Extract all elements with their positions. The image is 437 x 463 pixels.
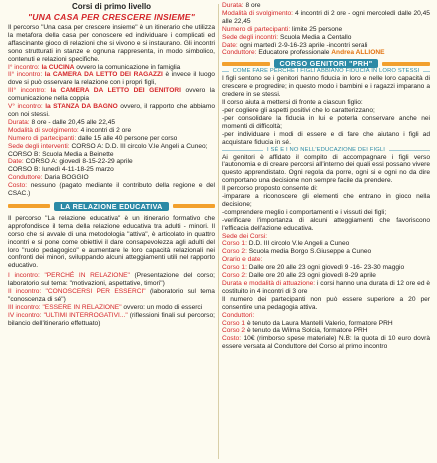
- info-row: CORSO B: lunedì 4-11-18-25 marzo: [8, 166, 114, 174]
- info-row: CORSO B: Scuola Media a Beinette: [8, 150, 114, 158]
- info-row: Sede degli incontri: Scuola Media a Centallo: [222, 33, 352, 41]
- site-row: Corso 2: Scuola media Borgo S.Giuseppe a Cuneo: [222, 248, 372, 256]
- info-row: Modalità di svolgimento: 4 incontri di 2 ore - ogni mercoledì dalle 20,45 alle 22,45: [222, 9, 430, 25]
- course2-title: LA RELAZIONE EDUCATIVA: [54, 202, 168, 211]
- course3-intro2: Ai genitori è affidato il compito di accompagnare i figli verso l'autonomia e di creare percorsi all'interno dei quali essi possano vivere questo apprendistato. Ogni regola da porre, ogni si e ogni no da dire comportano una decisione non sempre facile da prendere.: [222, 153, 430, 185]
- list-item: -comprendere meglio i comportamenti e i vissuti dei figli;: [222, 208, 387, 216]
- course1-intro: Il percorso "Una casa per crescere insieme" è un itinerario che utilizza la metafora della casa per conoscere ed individuare i complicati ed affascinante gioco di relazioni che si vivono e si instaurano. Gli incontri sono strutturati in stanze e ognuna rappresenta, in modo simbolico, contenuti e relazioni specifiche.: [8, 24, 215, 63]
- course2-intro: Il percorso "La relazione educativa" è un itinerario formativo che approfondisce il tema della relazione educativa tra adulti - minori. Il corso che si avvale di una metodologia "attiva", è articolato in quattro incontri e si pone come obiettivi il dare consapevolezza agli adulti del loro "ruolo pedagogico" e aumentare le loro capacità relazionali nei confronti dei minori, sviluppando alcuni atteggiamenti utili nel rapporto educativo.: [8, 214, 215, 270]
- course3-goals: [222, 193, 430, 233]
- meeting-item: II° incontro: la CAMERA DA LETTO DEI RAGAZZI è invece il luogo dove si può osservare la relazione con i propri figli,: [8, 71, 215, 87]
- info-row: Conduttore: Educatore professionale Andrea ALLIONE: [222, 49, 385, 57]
- left-column: [8, 2, 215, 463]
- date-row: Corso 2: Dalle ore 20 alle 23 ogni giovedì 8-29 aprile: [222, 272, 376, 280]
- info-row: Sede degli interventi: CORSO A: D.D. III circolo V.le Angeli a Cuneo;: [8, 142, 208, 150]
- course3-goals-intro: Il percorso proposto consente di:: [222, 185, 318, 193]
- conductor-row: Corso 2 è tenuto da Wilma Solcia, formatore PRH: [222, 327, 368, 335]
- course3-intro: I figli sentono se i genitori hanno fiducia in loro e nelle loro capacità di crescere e progredire; in questo modo i bambini e i ragazzi imparano a credere in se stessi.: [222, 75, 430, 99]
- info-row: Durata: 8 ore - dalle 20,45 alle 22,45: [8, 118, 116, 126]
- course3-aims: [222, 107, 430, 147]
- course1-title: "UNA CASA PER CRESCERE INSIEME": [28, 12, 195, 22]
- meeting-item: III° incontro: la CAMERA DA LETTO DEI GENITORI ovvero la comunicazione nella coppia: [8, 87, 215, 103]
- info-row: Modalità di svolgimento: 4 incontri di 2 ore: [8, 126, 132, 134]
- info-row: Date: CORSO A: giovedì 8-15-22-29 aprile: [8, 158, 133, 166]
- column-divider: [218, 4, 219, 459]
- mode-row: Durata e modalità di attuazione: i corsi hanno una durata di 12 ore ed è costituito in 4 incontri di 3 ore: [222, 280, 430, 295]
- course1-info: [8, 119, 215, 198]
- meeting-item: III incontro: "ESSERE IN RELAZIONE" ovvero: un modo di esserci: [8, 303, 203, 311]
- course2-title-bar: [8, 202, 215, 211]
- info-row: Numero di partecipanti: dalle 15 alle 40 persone per corso: [8, 134, 178, 142]
- list-item: -verificare l'importanza di alcuni atteggiamenti che favoriscono l'efficacia dell'azione educativa.: [222, 216, 430, 232]
- list-item: -imparare a riconoscere gli elementi che entrano in gioco nella decisione;: [222, 193, 430, 208]
- list-item: -per consolidare la fiducia in lui e poterla conservare anche nei momenti di difficoltà;: [222, 114, 430, 130]
- course3-title-bar: [222, 59, 430, 68]
- meeting-item: II incontro: "CONOSCERSI PER ESSERCI" (laboratorio sul tema "conoscenza di sé"): [8, 288, 215, 303]
- date-row: Corso 1: Dalle ore 20 alle 23 ogni giovedì 9 -16- 23-30 maggio: [222, 264, 405, 272]
- list-item: -per individuare i modi di essere e di fare che aiutano i figli ad acquistare fiducia in sé.: [222, 130, 430, 146]
- participants-text: Il numero dei partecipanti non può essere superiore a 20 per consentire una pedagogia attiva.: [222, 295, 430, 311]
- dates-label: Orario e date:: [222, 256, 263, 264]
- right-column: [222, 2, 430, 463]
- meeting-item: IV incontro: "ULTIMI INTERROGATIVI..." (riflessioni finali sul percorso; bilancio dell'itinerario effettuato): [8, 311, 215, 327]
- info-row: Conduttore: Daria BOGGIO: [8, 174, 89, 182]
- header-title: Corsi di primo livello: [71, 2, 152, 11]
- course2-meetings: [8, 272, 215, 327]
- course2-info: [222, 2, 430, 57]
- sites-label: Sede dei Corsi:: [222, 232, 268, 240]
- site-row: Corso 1: D.D. III circolo V.le Angeli a Cuneo: [222, 240, 350, 248]
- course3-title: CORSO GENITORI "PRH": [274, 59, 379, 68]
- course3-subtitle2: I SÉ E I NO NELL'EDUCAZIONE DEI FIGLI: [266, 146, 386, 153]
- meeting-item: V° incontro: la STANZA DA BAGNO ovvero, il rapporto che abbiamo con noi stessi.: [8, 103, 215, 118]
- info-row: Durata: 8 ore: [222, 2, 261, 9]
- list-item: -per cogliere gli aspetti positivi che lo caratterizzano;: [222, 106, 375, 114]
- course3-subtitle: COME FARE PERCHÉ I FIGLI ABBIANO FIDUCIA IN LORO STESSI: [232, 68, 420, 75]
- info-row: Numero di partecipanti: limite 25 persone: [222, 25, 343, 33]
- cost-row: Costo: 10€ (rimborso spese materiale) N.B: la quota di 10 euro dovrà essere versata al Conduttore del Corso al primo incontro: [222, 335, 430, 351]
- course3-subtitle-line: [222, 68, 430, 75]
- info-row: Costo: nessuno (pagato mediante il contributo della regione e del CSAC.): [8, 182, 215, 198]
- conductor-row: Corso 1 è tenuto da Laura Mantelli Valerio, formatore PRH: [222, 319, 393, 327]
- conductors-label: Conduttori:: [222, 311, 255, 319]
- info-row: Date: ogni martedì 2-9-16-23 aprile -incontri serali: [222, 41, 368, 49]
- meeting-item: I incontro: "PERCHÉ IN RELAZIONE" (Presentazione del corso; laboratorio sul tema: "motivazioni, aspettative, timori"): [8, 272, 215, 288]
- course3-aims-intro: Il corso aiuta a mettersi di fronte a ciascun figlio:: [222, 99, 363, 107]
- meeting-item: I° incontro: la CUCINA ovvero la comunicazione in famiglia: [8, 63, 181, 71]
- course1-meetings: [8, 64, 215, 119]
- course3-subtitle2-line: [222, 147, 430, 154]
